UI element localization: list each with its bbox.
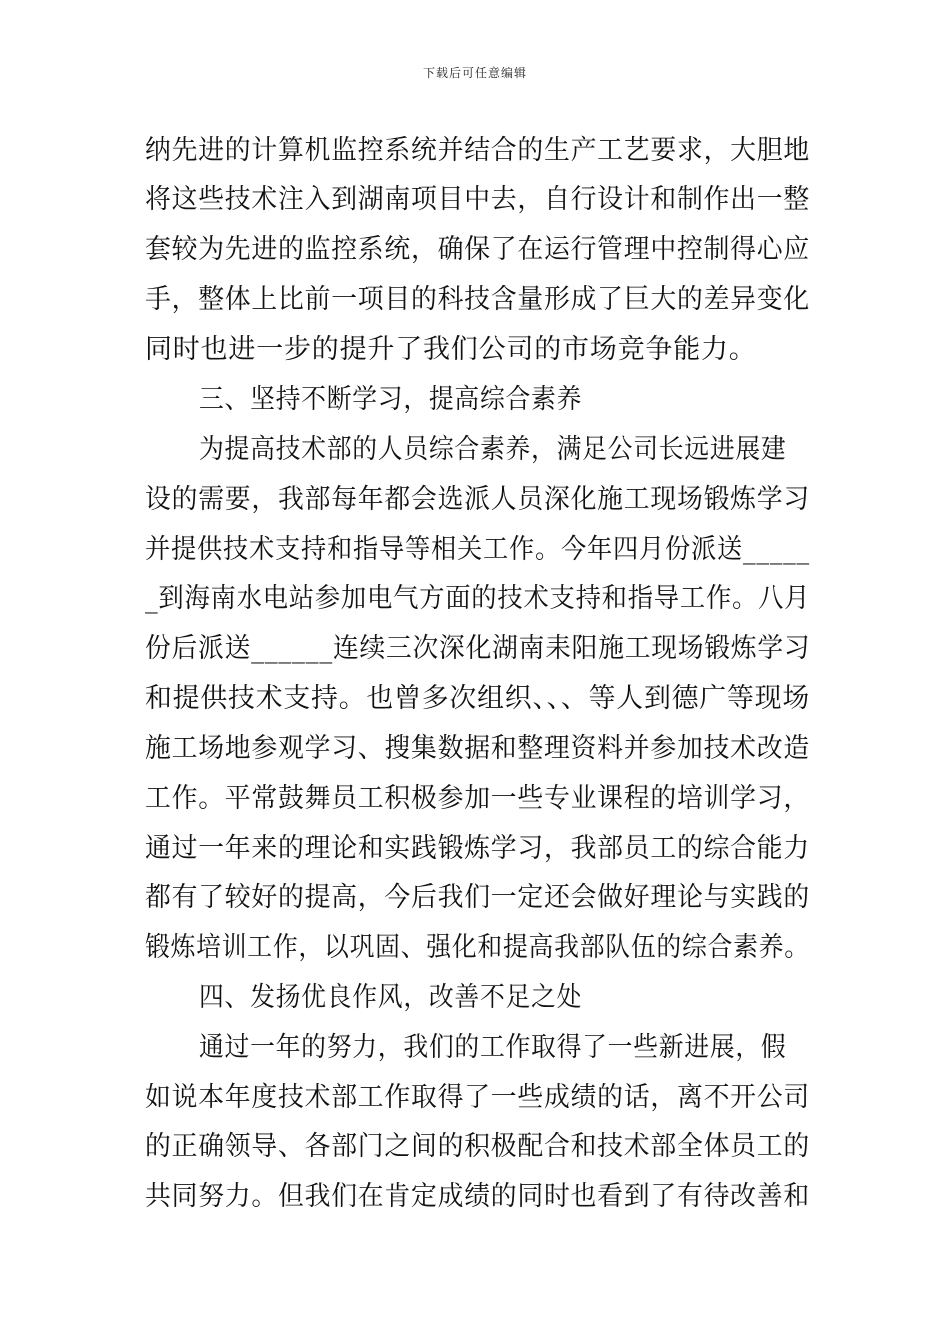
section-heading: 三、坚持不断学习，提高综合素养: [199, 384, 583, 415]
paragraph-line: 和提供技术支持。也曾多次组织、、、等人到德广等现场: [145, 683, 810, 714]
paragraph-line: 的正确领导、各部门之间的积极配合和技术部全体员工的: [145, 1131, 810, 1162]
paragraph-line: 设的需要，我部每年都会选派人员深化施工现场锻炼学习: [145, 484, 810, 515]
paragraph-line: 锻炼培训工作，以巩固、强化和提高我部队伍的综合素养。: [145, 932, 810, 963]
paragraph-line: 并提供技术支持和指导等相关工作。今年四月份派送_____: [145, 534, 810, 565]
paragraph-line: 为提高技术部的人员综合素养，满足公司长远进展建: [199, 434, 787, 465]
paragraph-line: 手，整体上比前一项目的科技含量形成了巨大的差异变化: [145, 284, 810, 315]
paragraph-line: _到海南水电站参加电气方面的技术支持和指导工作。八月: [145, 583, 811, 614]
paragraph-line: 套较为先进的监控系统，确保了在运行管理中控制得心应: [145, 234, 810, 265]
paragraph-line: 同时也进一步的提升了我们公司的市场竞争能力。: [145, 334, 757, 365]
paragraph-line: 施工场地参观学习、搜集数据和整理资料并参加技术改造: [145, 733, 810, 764]
paragraph-line: 工作。平常鼓舞员工积极参加一些专业课程的培训学习，: [145, 783, 810, 814]
paragraph-line: 通过一年的努力，我们的工作取得了一些新进展，假: [199, 1032, 787, 1063]
header-note: 下载后可任意编辑: [422, 66, 527, 80]
paragraph-line: 将这些技术注入到湖南项目中去，自行设计和制作出一整: [145, 184, 810, 215]
paragraph-line: 共同努力。但我们在肯定成绩的同时也看到了有待改善和: [145, 1181, 810, 1212]
paragraph-line: 通过一年来的理论和实践锻炼学习，我部员工的综合能力: [145, 833, 810, 864]
section-heading: 四、发扬优良作风，改善不足之处: [199, 982, 583, 1013]
paragraph-line: 如说本年度技术部工作取得了一些成绩的话，离不开公司: [145, 1082, 810, 1113]
paragraph-line: 纳先进的计算机监控系统并结合的生产工艺要求，大胆地: [145, 135, 810, 166]
paragraph-line: 都有了较好的提高，今后我们一定还会做好理论与实践的: [145, 882, 810, 913]
paragraph-line: 份后派送______连续三次深化湖南耒阳施工现场锻炼学习: [145, 633, 811, 664]
